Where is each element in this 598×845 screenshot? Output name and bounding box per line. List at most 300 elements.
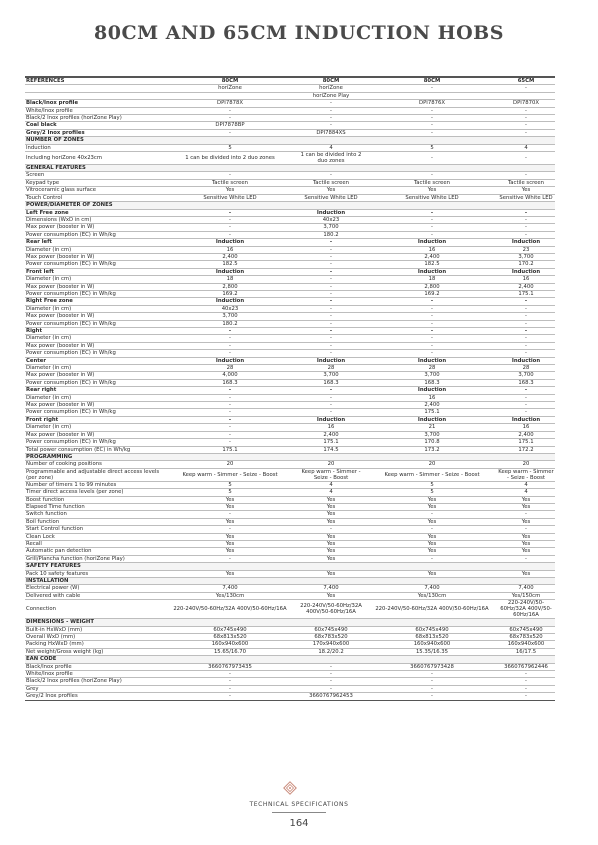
cell-value: 175.1 (165, 446, 295, 453)
row-label: Power consumption (EC) in Wh/kg (25, 231, 165, 238)
cell-value: DPI7884XS (295, 129, 367, 136)
section-title: GENERAL FEATURES (25, 165, 555, 172)
cell-value: - (497, 172, 555, 179)
table-row (25, 511, 555, 518)
table-row (25, 224, 555, 231)
row-label: Power consumption (EC) in Wh/kg (25, 409, 165, 416)
cell-value: - (367, 328, 497, 335)
cell-value: 168.3 (367, 379, 497, 386)
cell-value: 5 (367, 489, 497, 496)
cell-value: 168.3 (295, 379, 367, 386)
footer-caption: TECHNICAL SPECIFICATIONS (249, 801, 349, 808)
cell-value: - (295, 526, 367, 533)
cell-value: 2,400 (497, 283, 555, 290)
table-row (25, 592, 555, 599)
cell-value: DPI7878BP (165, 122, 295, 129)
table-row (25, 328, 555, 335)
cell-value: - (497, 122, 555, 129)
cell-value: - (367, 678, 497, 685)
row-label: Automatic pan detection (25, 548, 165, 555)
cell-value: - (497, 526, 555, 533)
table-row (25, 526, 555, 533)
cell-value: - (295, 663, 367, 670)
cell-value: 220-240V/50-60Hz/32A 400V/50-60Hz/16A (165, 600, 295, 619)
cell-value: - (367, 693, 497, 700)
cell-value: Yes (497, 503, 555, 510)
table-row (25, 239, 555, 246)
cell-value: - (295, 313, 367, 320)
table-row (25, 641, 555, 648)
cell-value: - (367, 526, 497, 533)
table-row (25, 298, 555, 305)
row-label: Max power (booster in W) (25, 431, 165, 438)
cell-value: - (165, 115, 295, 122)
cell-value: DPI7878X (165, 100, 295, 107)
cell-value: - (497, 678, 555, 685)
cell-value: 168.3 (497, 379, 555, 386)
row-label: Coal black (25, 122, 165, 129)
row-label: White/Inox profile (25, 107, 165, 114)
cell-value: 220-240V/50-60Hz/32A 400V/50-60Hz/16A (497, 600, 555, 619)
cell-value: Keep warm - Simmer - Seize - Boost (165, 468, 295, 481)
row-label: Recall (25, 540, 165, 547)
cell-value: - (165, 172, 295, 179)
cell-value: 170.2 (497, 261, 555, 268)
row-label: Diameter (in cm) (25, 394, 165, 401)
cell-value: 3,700 (165, 313, 295, 320)
table-row (25, 548, 555, 555)
table-row (25, 379, 555, 386)
cell-value: Tactile screen (367, 179, 497, 186)
table-row (25, 402, 555, 409)
section-header-row (25, 578, 555, 585)
cell-value: 28 (295, 365, 367, 372)
cell-value: - (295, 335, 367, 342)
cell-value: 170.8 (367, 439, 497, 446)
cell-value: 5 (367, 144, 497, 151)
table-row (25, 283, 555, 290)
cell-value: 4,000 (165, 372, 295, 379)
table-row (25, 387, 555, 394)
cell-value: 60x745x490 (295, 626, 367, 633)
row-label: Left Free zone (25, 209, 165, 216)
cell-value: 20 (497, 461, 555, 468)
cell-value: - (295, 283, 367, 290)
section-title: DIMENSIONS - WEIGHT (25, 619, 555, 626)
cell-value: 169.2 (165, 290, 295, 297)
cell-value: - (497, 409, 555, 416)
cell-value: Yes (295, 570, 367, 577)
cell-value: - (295, 253, 367, 260)
cell-value: Yes (367, 187, 497, 194)
cell-value: - (367, 107, 497, 114)
cell-value: Yes/130cm (165, 592, 295, 599)
row-label: Grey/2 Inox profiles (25, 693, 165, 700)
cell-value: - (295, 100, 367, 107)
cell-value: DPI7870X (497, 100, 555, 107)
table-row (25, 518, 555, 525)
cell-value: - (497, 107, 555, 114)
cell-value: - (367, 209, 497, 216)
row-label: Diameter (in cm) (25, 335, 165, 342)
table-row (25, 122, 555, 129)
cell-value: Yes/130cm (367, 592, 497, 599)
cell-value: 15.35/16.35 (367, 648, 497, 655)
cell-value: - (295, 305, 367, 312)
column-header-size: 65CM (497, 77, 555, 85)
cell-value: - (295, 678, 367, 685)
cell-value: - (295, 394, 367, 401)
table-row (25, 394, 555, 401)
cell-value: 180.2 (165, 320, 295, 327)
row-label: Diameter (in cm) (25, 246, 165, 253)
cell-value: - (165, 231, 295, 238)
section-header-row (25, 202, 555, 209)
cell-value: - (295, 342, 367, 349)
cell-value: Induction (165, 268, 295, 275)
cell-value: Yes (295, 511, 367, 518)
cell-value: Yes (295, 548, 367, 555)
section-title: SAFETY FEATURES (25, 563, 555, 570)
cell-value: - (497, 402, 555, 409)
table-row (25, 540, 555, 547)
table-row (25, 253, 555, 260)
cell-value: Induction (165, 298, 295, 305)
cell-value: Yes (295, 503, 367, 510)
cell-value: Induction (367, 239, 497, 246)
cell-value: Yes (295, 496, 367, 503)
cell-value: Yes (295, 540, 367, 547)
table-row (25, 663, 555, 670)
row-label: White/Inox profile (25, 671, 165, 678)
row-label: Keypad type (25, 179, 165, 186)
cell-value: 3,700 (497, 372, 555, 379)
cell-value: 2,400 (295, 431, 367, 438)
column-header-size: 80CM (295, 77, 367, 85)
row-label: Power consumption (EC) in Wh/kg (25, 379, 165, 386)
row-label: Power consumption (EC) in Wh/kg (25, 350, 165, 357)
cell-value: - (165, 209, 295, 216)
section-header-row (25, 453, 555, 460)
cell-value: - (497, 313, 555, 320)
cell-value: 3,700 (367, 431, 497, 438)
row-label: Max power (booster in W) (25, 342, 165, 349)
cell-value: 4 (497, 489, 555, 496)
cell-value: Yes (497, 533, 555, 540)
cell-value: 170x940x600 (295, 641, 367, 648)
cell-value: Yes (367, 533, 497, 540)
page-title: 80CM AND 65CM INDUCTION HOBS (94, 22, 504, 44)
cell-value: 16 (367, 394, 497, 401)
cell-value: Induction (497, 239, 555, 246)
cell-value: - (367, 320, 497, 327)
column-header-variant: horiZone Play (295, 92, 367, 99)
cell-value: 60x745x490 (165, 626, 295, 633)
cell-value: 2,400 (367, 253, 497, 260)
row-label: Start Control function (25, 526, 165, 533)
cell-value: - (295, 298, 367, 305)
cell-value: - (295, 115, 367, 122)
table-row (25, 468, 555, 481)
cell-value: Induction (497, 268, 555, 275)
cell-value: Induction (367, 268, 497, 275)
cell-value: Yes (295, 555, 367, 562)
cell-value: - (295, 239, 367, 246)
cell-value: Induction (367, 416, 497, 423)
cell-value: - (295, 328, 367, 335)
cell-value: - (367, 129, 497, 136)
cell-value: Yes (295, 518, 367, 525)
cell-value: - (295, 172, 367, 179)
cell-value: 3,700 (497, 253, 555, 260)
cell-value: Induction (497, 357, 555, 364)
cell-value: - (165, 350, 295, 357)
row-label: Connection (25, 600, 165, 619)
row-label: Overall WxD (mm) (25, 634, 165, 641)
cell-value: 68x813x520 (367, 634, 497, 641)
cell-value: Yes (367, 503, 497, 510)
section-header-row (25, 619, 555, 626)
cell-value: - (497, 115, 555, 122)
table-row (25, 685, 555, 692)
cell-value: Yes (497, 570, 555, 577)
row-label: Delivered with cable (25, 592, 165, 599)
row-label: Rear left (25, 239, 165, 246)
section-title: PROGRAMMING (25, 453, 555, 460)
cell-value: - (367, 305, 497, 312)
cell-value: Yes (165, 503, 295, 510)
cell-value: - (165, 526, 295, 533)
table-row (25, 446, 555, 453)
cell-value: Induction (497, 416, 555, 423)
cell-value: - (165, 409, 295, 416)
header-label (25, 85, 165, 92)
row-label: Grey (25, 685, 165, 692)
table-row (25, 372, 555, 379)
table-row (25, 313, 555, 320)
row-label: Max power (booster in W) (25, 224, 165, 231)
row-label: Black/Inox profile (25, 663, 165, 670)
cell-value: 160x940x600 (497, 641, 555, 648)
cell-value: 169.2 (367, 290, 497, 297)
cell-value: 3,700 (295, 372, 367, 379)
cell-value: - (165, 335, 295, 342)
cell-value: - (497, 298, 555, 305)
cell-value: 7,400 (497, 585, 555, 592)
cell-value: Yes (165, 570, 295, 577)
row-label: Black/2 Inox profiles (horiZone Play) (25, 678, 165, 685)
cell-value: 182.5 (165, 261, 295, 268)
cell-value: 28 (497, 365, 555, 372)
cell-value: 28 (165, 365, 295, 372)
cell-value: 1 can be divided into 2 duo zones (295, 152, 367, 165)
row-label: Max power (booster in W) (25, 253, 165, 260)
section-header-row (25, 165, 555, 172)
cell-value: Yes (165, 187, 295, 194)
cell-value: 68x783x520 (295, 634, 367, 641)
row-label: Clean Lock (25, 533, 165, 540)
cell-value: 174.5 (295, 446, 367, 453)
cell-value: - (497, 231, 555, 238)
cell-value: 18 (165, 276, 295, 283)
cell-value: - (165, 224, 295, 231)
table-row (25, 216, 555, 223)
cell-value: 20 (165, 461, 295, 468)
table-row (25, 187, 555, 194)
table-row (25, 503, 555, 510)
column-header-variant (497, 92, 555, 99)
cell-value: 4 (497, 481, 555, 488)
cell-value: - (165, 678, 295, 685)
cell-value: Induction (367, 357, 497, 364)
cell-value: DPI7876X (367, 100, 497, 107)
cell-value: 3660767962446 (497, 663, 555, 670)
table-row (25, 305, 555, 312)
cell-value: Sensitive White LED (165, 194, 295, 201)
cell-value: 175.1 (497, 290, 555, 297)
page-number: 164 (289, 818, 309, 829)
cell-value: Induction (295, 416, 367, 423)
cell-value: 5 (165, 144, 295, 151)
cell-value: - (367, 685, 497, 692)
cell-value: - (295, 246, 367, 253)
cell-value: 4 (295, 481, 367, 488)
cell-value: - (165, 216, 295, 223)
cell-value: Induction (165, 357, 295, 364)
column-header-model: horiZone (295, 85, 367, 92)
row-label: Electrical power (W) (25, 585, 165, 592)
cell-value: 2,400 (165, 253, 295, 260)
row-label: Dimensions (WxD in cm) (25, 216, 165, 223)
cell-value: 16 (165, 246, 295, 253)
cell-value: - (165, 685, 295, 692)
cell-value: - (295, 107, 367, 114)
cell-value: - (367, 511, 497, 518)
cell-value: Yes (497, 518, 555, 525)
cell-value: - (165, 129, 295, 136)
header-row (25, 85, 555, 92)
cell-value: Keep warm - Simmer - Seize - Boost (367, 468, 497, 481)
row-label: Grill/Plancha function (horiZone Play) (25, 555, 165, 562)
table-row (25, 276, 555, 283)
column-header-model: - (367, 85, 497, 92)
cell-value: Induction (165, 239, 295, 246)
cell-value: Sensitive White LED (497, 194, 555, 201)
specifications-table (25, 76, 555, 701)
cell-value: 175.1 (497, 439, 555, 446)
cell-value: - (367, 216, 497, 223)
cell-value: 3660767973435 (165, 663, 295, 670)
cell-value: - (367, 231, 497, 238)
table-row (25, 209, 555, 216)
row-label: Boost function (25, 496, 165, 503)
row-label: Timer direct access levels (per zone) (25, 489, 165, 496)
cell-value: - (367, 172, 497, 179)
cell-value: - (295, 290, 367, 297)
cell-value: - (367, 350, 497, 357)
cell-value: - (295, 685, 367, 692)
cell-value: 2,800 (165, 283, 295, 290)
row-label: Power consumption (EC) in Wh/kg (25, 439, 165, 446)
cell-value: - (497, 394, 555, 401)
row-label: Grey/2 Inox profiles (25, 129, 165, 136)
diamond-emblem-icon (283, 781, 297, 795)
cell-value: 2,400 (497, 431, 555, 438)
cell-value: - (367, 122, 497, 129)
header-label (25, 92, 165, 99)
section-title: INSTALLATION (25, 578, 555, 585)
row-label: Diameter (in cm) (25, 424, 165, 431)
cell-value: Yes/150cm (497, 592, 555, 599)
cell-value: 21 (367, 424, 497, 431)
cell-value: - (497, 335, 555, 342)
cell-value: 28 (367, 365, 497, 372)
table-row (25, 626, 555, 633)
cell-value: - (165, 394, 295, 401)
cell-value: 20 (367, 461, 497, 468)
section-header-row (25, 137, 555, 144)
cell-value: - (295, 122, 367, 129)
cell-value: 4 (497, 144, 555, 151)
cell-value: 4 (295, 144, 367, 151)
cell-value: - (367, 671, 497, 678)
cell-value: 160x940x600 (165, 641, 295, 648)
row-label: Net weight/Gross weight (kg) (25, 648, 165, 655)
cell-value: - (497, 209, 555, 216)
cell-value: Yes (295, 187, 367, 194)
cell-value: - (165, 402, 295, 409)
table-row (25, 261, 555, 268)
cell-value: Tactile screen (497, 179, 555, 186)
row-label: Diameter (in cm) (25, 305, 165, 312)
table-row (25, 172, 555, 179)
section-title: POWER/DIAMETER OF ZONES (25, 202, 555, 209)
cell-value: 2,400 (367, 402, 497, 409)
table-row (25, 496, 555, 503)
cell-value: - (295, 268, 367, 275)
cell-value: Yes (497, 548, 555, 555)
row-label: Rear right (25, 387, 165, 394)
cell-value: Yes (367, 540, 497, 547)
cell-value: - (367, 555, 497, 562)
cell-value: - (497, 342, 555, 349)
header-row (25, 77, 555, 85)
cell-value: - (497, 328, 555, 335)
cell-value: 23 (497, 246, 555, 253)
table-row (25, 365, 555, 372)
row-label: Number of cooking positions (25, 461, 165, 468)
cell-value: 18.2/20.2 (295, 648, 367, 655)
cell-value: Yes (497, 540, 555, 547)
cell-value: - (367, 298, 497, 305)
cell-value: - (497, 320, 555, 327)
row-label: Max power (booster in W) (25, 402, 165, 409)
row-label: Black/2 Inox profiles (horiZone Play) (25, 115, 165, 122)
table-row (25, 409, 555, 416)
header-label: REFERENCES (25, 77, 165, 85)
row-label: Right Free zone (25, 298, 165, 305)
table-row (25, 416, 555, 423)
cell-value: - (295, 671, 367, 678)
cell-value: 4 (295, 489, 367, 496)
column-header-variant (367, 92, 497, 99)
cell-value: 40x23 (165, 305, 295, 312)
cell-value: Induction (367, 387, 497, 394)
cell-value: Sensitive White LED (367, 194, 497, 201)
cell-value: Sensitive White LED (295, 194, 367, 201)
cell-value: 68x813x520 (165, 634, 295, 641)
cell-value: - (165, 555, 295, 562)
